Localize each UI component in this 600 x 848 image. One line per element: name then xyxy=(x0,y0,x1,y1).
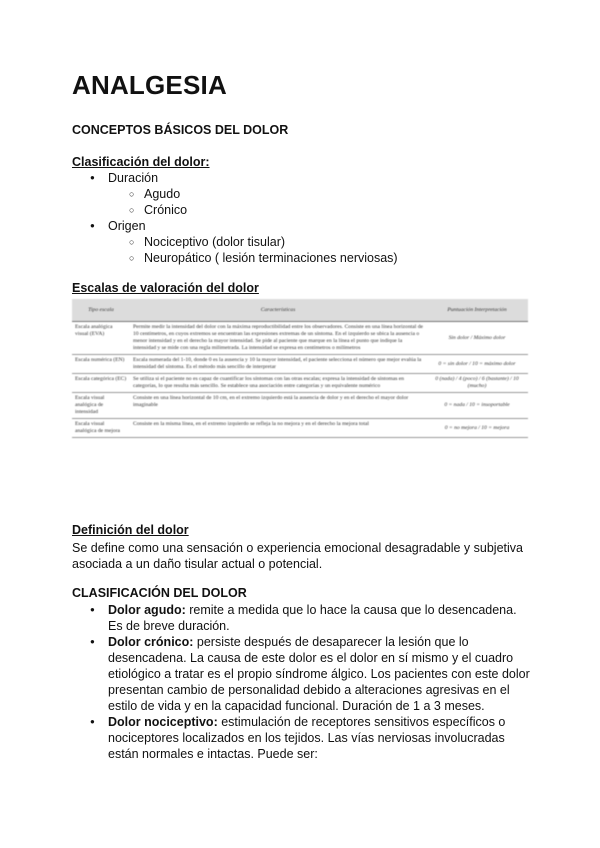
list-subitem: ○ Nociceptivo (dolor tisular) xyxy=(72,234,532,250)
list-item xyxy=(72,714,532,762)
scales-table xyxy=(72,299,528,438)
section-subtitle: CONCEPTOS BÁSICOS DEL DOLOR xyxy=(72,123,289,137)
clasificacion-heading: Clasificación del dolor: xyxy=(72,155,210,169)
term-label: Dolor agudo: xyxy=(108,603,186,617)
table-row xyxy=(72,393,528,419)
list-item: ● Origen xyxy=(72,218,532,234)
term-text: estimulación de receptores sensitivos específicos o nociceptores localizados en los tejidos. Las vías nerviosas involucradas están normales e intactas. Puede ser: xyxy=(108,715,506,761)
scales-table-image xyxy=(72,299,528,507)
table-cell: Escala visual analógica de mejora xyxy=(72,419,130,438)
table-cell: Consiste en la misma línea, en el extremo izquierdo se refleja la no mejora y en el derecho la mejora total xyxy=(130,419,426,438)
list-subitem: ○ Crónico xyxy=(72,202,532,218)
table-cell: Escala analógica visual (EVA) xyxy=(72,322,130,355)
table-row xyxy=(72,374,528,393)
term-label: Dolor crónico: xyxy=(108,635,194,649)
clasificacion-list xyxy=(72,170,532,266)
table-cell: Escala visual analógica de intensidad xyxy=(72,393,130,419)
list-subitem: ○ Neuropático ( lesión terminaciones nerviosas) xyxy=(72,250,532,266)
table-row xyxy=(72,322,528,355)
table-cell: 0 (nada) / 4 (poco) / 6 (bastante) / 10 (mucho) xyxy=(426,374,528,393)
term-text: remite a medida que lo hace la causa que lo desencadena. Es de breve duración. xyxy=(108,603,517,633)
table-cell: Escala categórica (EC) xyxy=(72,374,130,393)
table-cell: Sin dolor / Máximo dolor xyxy=(426,322,528,355)
list-subitem: ○ Agudo xyxy=(72,186,532,202)
table-header: Puntuación Interpretación xyxy=(426,299,528,322)
table-header: Tipo escala xyxy=(72,299,130,322)
term-text: persiste después de desaparecer la lesión que lo desencadena. La causa de este dolor es el dolor en sí mismo y el cuadro etiológico a tratar es el propio síndrome álgico. Los pacientes con este dolor presentan cambio de personalidad debido a alteraciones agresivas en el estilo de vida y en la capacidad funcional. Duración de 1 a 3 meses. xyxy=(108,635,530,713)
table-cell: Permite medir la intensidad del dolor con la máxima reproductibilidad entre los observadores. Consiste en una línea horizontal de 10 centímetros, en cuyos extremos se encuentran las expresiones extremas de un síntoma. En el izquierdo se ubica la ausencia o menor intensidad y en el derecho la mayor intensidad. Se pide al paciente que marque en la línea el punto que indique la intensidad y se mide con una regla milimetrada. La intensidad se expresa en centímetros o milímetros xyxy=(130,322,426,355)
clasificacion-dolor-list xyxy=(72,602,532,762)
table-cell: Consiste en una línea horizontal de 10 cm, en el extremo izquierdo está la ausencia de dolor y en el derecho el mayor dolor imaginable xyxy=(130,393,426,419)
list-item xyxy=(72,634,532,714)
table-cell: 0 = nada / 10 = insoportable xyxy=(426,393,528,419)
list-item: ● Duración xyxy=(72,170,532,186)
definicion-heading: Definición del dolor xyxy=(72,523,189,537)
list-item xyxy=(72,602,532,634)
table-cell: 0 = sin dolor / 10 = máximo dolor xyxy=(426,355,528,374)
clasificacion-dolor-heading: CLASIFICACIÓN DEL DOLOR xyxy=(72,586,247,600)
table-cell: Escala numerada del 1-10, donde 0 es la ausencia y 10 la mayor intensidad, el paciente selecciona el número que mejor evalúa la intensidad del síntoma. Es el método más sencillo de interpretar xyxy=(130,355,426,374)
table-row xyxy=(72,355,528,374)
definicion-text: Se define como una sensación o experiencia emocional desagradable y subjetiva asociada a un daño tisular actual o potencial. xyxy=(72,541,523,571)
table-header: Características xyxy=(130,299,426,322)
term-label: Dolor nociceptivo: xyxy=(108,715,218,729)
page-title: ANALGESIA xyxy=(72,70,227,100)
table-cell: Se utiliza si el paciente no es capaz de cuantificar los síntomas con las otras escalas; expresa la intensidad de síntomas en categorías, lo que resulta más sencillo. Se establece una asociación entre categorías y un equivalente numérico xyxy=(130,374,426,393)
table-row xyxy=(72,419,528,438)
table-cell: Escala numérica (EN) xyxy=(72,355,130,374)
table-cell: 0 = no mejora / 10 = mejora xyxy=(426,419,528,438)
escalas-heading: Escalas de valoración del dolor xyxy=(72,281,259,295)
